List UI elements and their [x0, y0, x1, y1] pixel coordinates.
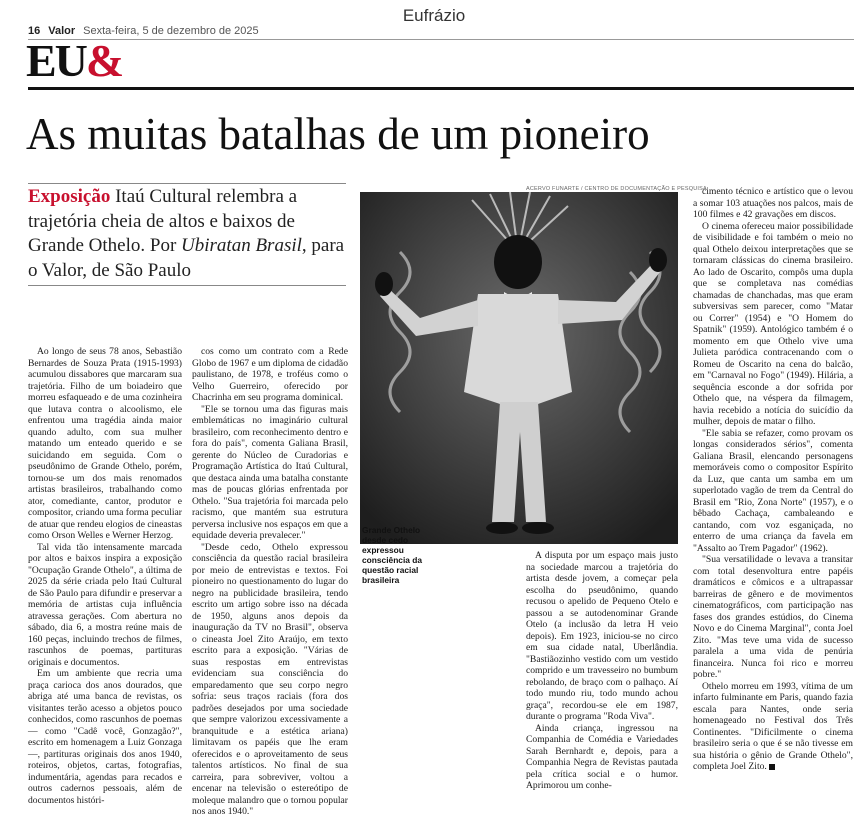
paragraph: Tal vida tão intensamente marcada por altos e baixos inspira a exposição "Ocupação Grande Othelo", a última de 2025 da série criada pelo Itaú Cultural de São Paulo para difundir e preservar a memória de artistas cuja influência atravessa gerações. Com abertura no sábado, dia 6, a mostra reúne mais de 160 peças, incluindo trechos de filmes, rascunhos de poemas, partituras originais e documentos.	[28, 541, 182, 668]
article-column-3	[526, 550, 678, 792]
deck-text: Itaú Cultural relembra a trajetória cheia de altos e baixos de Grande Othelo. Por	[28, 186, 298, 256]
paragraph-text: Othelo morreu em 1993, vítima de um infarto fulminante em Paris, quando fazia escala para Nantes, onde seria homenageado no Festival dos Três Continentes. "Dificilmente o cinema brasileiro seria o que é se não tivesse em sua história o gênio de Grande Othelo", completa Joel Zito.	[693, 680, 853, 772]
paragraph: O cinema ofereceu maior possibilidade de visibilidade e foi também o meio no qual Othelo deixou interpretações que se tornaram clássicas do cinema brasileiro. Ao lado de Oscarito, compôs uma dupla que se completava nas comédias chamadas de chanchadas, mas que eram subversivas sem parecer, como "Matar ou Correr" (1954) e "O Homem do Spatnik" (1959). Antológico também é o momento em que Othelo vive uma Julieta paródica contracenando com o Romeu de Oscarito na cena do balcão, em "Carnaval no Fogo" (1949). Hilária, a sequência esconde a dor sofrida por Othelo que, na véspera da filmagem, havia recebido a notícia do suicídio da mulher, depois de matar o filho.	[693, 220, 853, 427]
end-of-article-mark	[769, 764, 775, 770]
paragraph: Ainda criança, ingressou na Companhia de Comédia e Variedades Sarah Bernhardt e, depois, para a Companhia Negra de Revistas pautada pela crítica social e o humor. Aprimorou um conhe-	[526, 722, 678, 791]
photo-credit: ACERVO FUNARTE / CENTRO DE DOCUMENTAÇÃO E PESQUISA	[526, 186, 707, 192]
paragraph: cimento técnico e artístico que o levou a somar 103 atuações nos palcos, mais de 100 filmes e 42 gravações em discos.	[693, 186, 853, 220]
page-number: 16	[28, 25, 41, 37]
deck	[28, 185, 346, 283]
section-logo-ampersand: &	[85, 35, 123, 86]
headline: As muitas batalhas de um pioneiro	[26, 109, 650, 159]
deck-author: Ubiratan Brasil	[181, 235, 302, 256]
paragraph: Em um ambiente que recria uma praça carioca dos anos dourados, que abriga até uma banca de revistas, os visitantes terão acesso a objetos pouco conhecidos, como rascunhos de poemas — como "Cadê você, Gonzagão?", escrito em homenagem a Luiz Gonzaga —, partituras originais dos anos 1940, roteiros, objetos, cartas, fotografias, indumentária, agendas para recados e outros cadernos pessoais, além de documentos históri-	[28, 668, 182, 806]
issue-date: Sexta-feira, 5 de dezembro de 2025	[83, 25, 259, 37]
newspaper-brand: Valor	[48, 25, 76, 37]
paragraph: "Sua versatilidade o levava a transitar com total desenvoltura entre papéis dramáticos e cômicos e a ultrapassar barreiras de gênero e de movimentos cinematográficos, com participação nas fases dos grandes estúdios, do Cinema Novo e do Cinema Marginal", conta Joel Zito. "Mas teve uma vida de sucesso paralela a uma vida de penúria financeira. Nunca foi rico e morreu pobre."	[693, 554, 853, 680]
deck-rule-bottom	[28, 285, 346, 286]
photo-caption: Grande Othelo desde cedo expressou consciência da questão racial brasileira	[362, 525, 423, 585]
paragraph: Ao longo de seus 78 anos, Sebastião Bernardes de Souza Prata (1915-1993) acumulou dissabores que marcaram sua trajetória. Filho de um boiadeiro que morreu esfaqueado e de uma cozinheira que lutava contra o alcoolismo, ele enfrentou uma tragédia ainda maior quando adulto, com sua mulher matando um enteado querido e se suicidando em seguida. Com o pseudônimo de Grande Othelo, porém, tornou-se um dos mais renomados artistas brasileiros, trabalhando como ator, comediante, cantor, produtor e compositor, criando uma forma peculiar de atuar que rendeu elogios de cineastas como Orson Welles e Werner Herzog.	[28, 346, 182, 541]
article-photo	[360, 192, 678, 544]
article-column-4	[693, 186, 853, 773]
deck-kicker: Exposição	[28, 186, 111, 207]
paragraph: "Desde cedo, Othelo expressou consciência da questão racial brasileira por meio de entrevistas e textos. Foi pioneiro no questionamento do lugar do negro na publicidade brasileira, tendo escrito um artigo sobre isso na década de 1950, alguns anos depois da inauguração da TV no Brasil", observa o cineasta Joel Zito Araújo, em texto escrito para a exposição. "Várias de suas respostas em entrevistas evidenciam sua consciência do emparedamento que seu corpo negro sofria: seus traços raciais (fora dos padrões desejados por uma sociedade que sempre valorizou excessivamente a branquitude e a estética ariana) limitavam os papéis que lhe eram oferecidos e o aproveitamento de seus talentos artísticos. No final de sua carreira, para sobreviver, voltou a encenar na televisão o estereótipo de moleque malandro que o tornou popular nos anos 1940."	[192, 541, 348, 817]
paragraph	[693, 681, 853, 773]
article-column-1	[28, 346, 182, 806]
photo-illustration	[360, 192, 678, 544]
paragraph: "Ele se tornou uma das figuras mais emblemáticas no imaginário cultural brasileiro, com reconhecimento dentro e fora do país", comenta Galiana Brasil, gerente do Núcleo de Curadorias e Programação Artística do Itaú Cultural, que destaca ainda uma batalha constante mas de poucas glórias enfrentada por Othelo. "Sua trajetória foi marcada pelo racismo, que mantém sua estrutura perversa inclusive nos espaços em que a equidade deveria prevalecer."	[192, 403, 348, 541]
article-column-2	[192, 346, 348, 818]
deck-text-end: , para o Valor, de São Paulo	[28, 235, 345, 281]
section-logo	[26, 35, 123, 86]
paragraph: "Ele sabia se refazer, como provam os longas considerados sérios", comenta Galiana Brasil, elencando personagens memoráveis como o compositor Espírito da Luz, que canta um samba em um superlotado vagão de trem da Central do Brasil em "Rio, Zona Norte" (1957), e o bêbado Cachaça, cambaleando e cantando, com voz esganiçada, no enterro de uma criança da favela em "Assalto ao Trem Pagador" (1962).	[693, 427, 853, 554]
window-title: Eufrázio	[402, 6, 466, 25]
section-logo-text: EU	[26, 35, 86, 86]
folio-rule	[28, 39, 854, 40]
paragraph: A disputa por um espaço mais justo na sociedade marcou a trajetória do artista desde jovem, a começar pela escolha do pseudônimo, quando recusou o apelido de Pequeno Otelo e passou a se autodenominar Grande Otelo (a inclusão da letra H veio depois). Em 1923, iniciou-se no circo em sua cidade natal, Uberlândia. "Bastiãozinho vestido com um vestido comprido e um travesseiro no bumbum rebolando, de braço com o palhaço. Aí todo mundo riu, todo mundo achou graça", recordou-se ele em 1987, durante o programa "Roda Viva".	[526, 550, 678, 722]
deck-rule-top	[28, 183, 346, 184]
section-rule	[28, 87, 854, 90]
paragraph: cos como um contrato com a Rede Globo de 1967 e um diploma de cidadão paulistano, de 1978, e troféus como o Velho Guerreiro, oferecido por Chacrinha em seu programa dominical.	[192, 346, 348, 403]
